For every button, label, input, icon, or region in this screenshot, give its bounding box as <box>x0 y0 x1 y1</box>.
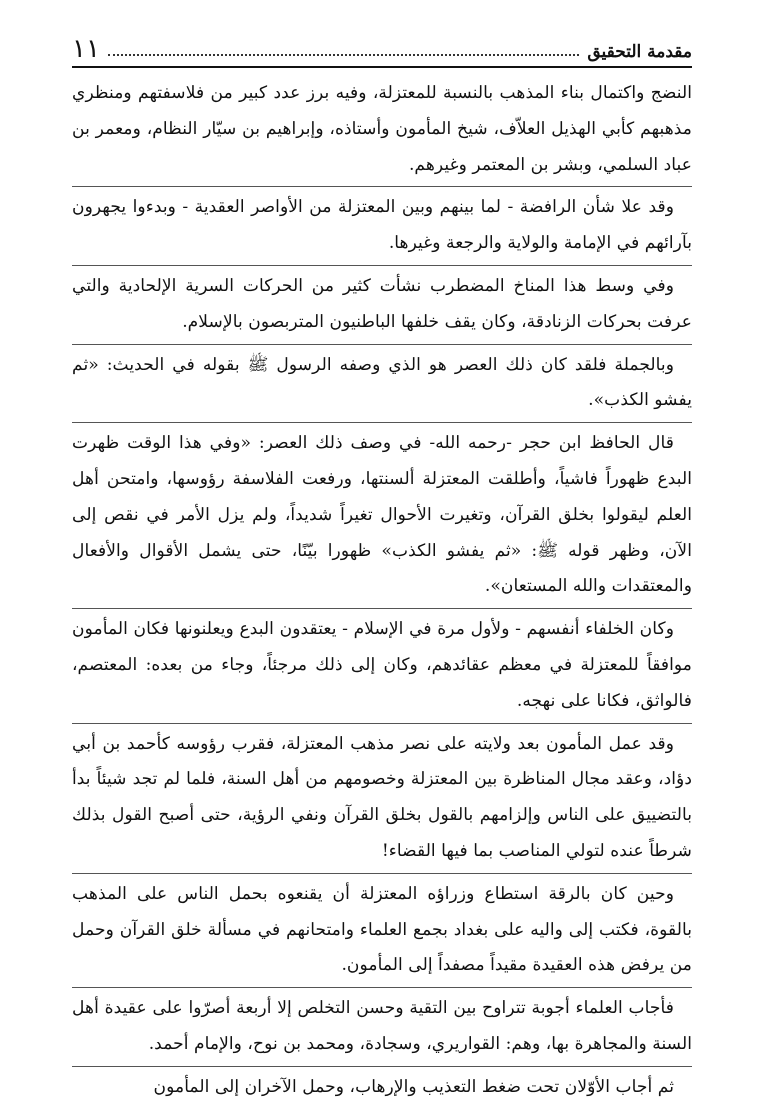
paragraph: وفي وسط هذا المناخ المضطرب نشأت كثير من الحركات السرية الإلحادية والتي عرفت بحركات الزنادقة، وكان يقف خلفها الباطنيون المتربصون بالإسلام. <box>72 265 692 344</box>
header-dot-leader <box>108 54 579 56</box>
page-number: ١١ <box>72 34 100 64</box>
paragraph: ثم أجاب الأوّلان تحت ضغط التعذيب والإرهاب، وحمل الآخران إلى المأمون <box>72 1066 692 1109</box>
paragraph: وقد علا شأن الرافضة - لما بينهم وبين المعتزلة من الأواصر العقدية - وبدءوا يجهرون بآرائهم في الإمامة والولاية والرجعة وغيرها. <box>72 186 692 265</box>
header-title: مقدمة التحقيق <box>587 42 692 62</box>
paragraph: قال الحافظ ابن حجر -رحمه الله- في وصف ذلك العصر: «وفي هذا الوقت ظهرت البدع ظهوراً فاشياً، وأطلقت المعتزلة ألسنتها، ورفعت الفلاسفة رؤوسها، وامتحن أهل العلم ليقولوا بخلق القرآن، وتغيرت الأحوال تغيراً شديداً، ولم يزل الأمر في نقص إلى الآن، وظهر قوله ﷺ: «ثم يفشو الكذب» ظهورا بيّنًا، حتى يشمل الأقوال والأفعال والمعتقدات والله المستعان». <box>72 422 692 608</box>
body-text <box>72 76 692 1109</box>
paragraph: وبالجملة فلقد كان ذلك العصر هو الذي وصفه الرسول ﷺ بقوله في الحديث: «ثم يفشو الكذب». <box>72 344 692 423</box>
paragraph: النضج واكتمال بناء المذهب بالنسبة للمعتزلة، وفيه برز عدد كبير من فلاسفتهم ومنظري مذهبهم كأبي الهذيل العلاّف، شيخ المأمون وأستاذه، وإبراهيم بن سيّار النظام، ومعمر بن عباد السلمي، وبشر بن المعتمر وغيرهم. <box>72 83 692 175</box>
paragraph: فأجاب العلماء أجوبة تتراوح بين التقية وحسن التخلص إلا أربعة أصرّوا على عقيدة أهل السنة والمجاهرة بها، وهم: القواريري، وسجادة، ومحمد بن نوح، والإمام أحمد. <box>72 987 692 1066</box>
page <box>72 24 692 1097</box>
paragraph: وحين كان بالرقة استطاع وزراؤه المعتزلة أن يقنعوه بحمل الناس على المذهب بالقوة، فكتب إلى واليه على بغداد بجمع العلماء وامتحانهم في مسألة خلق القرآن وحمل من يرفض هذه العقيدة مقيداً مصفداً إلى المأمون. <box>72 873 692 987</box>
paragraph: وقد عمل المأمون بعد ولايته على نصر مذهب المعتزلة، فقرب رؤوسه كأحمد بن أبي دؤاد، وعقد مجال المناظرة بين المعتزلة وخصومهم من أهل السنة، فلما لم تجد شيئاً بدأ بالتضييق على الناس وإلزامهم بالقول بخلق القرآن ونفي الرؤية، حتى أصبح القول بذلك شرطاً عنده لتولي المناصب بما فيها القضاء! <box>72 723 692 873</box>
paragraph: وكان الخلفاء أنفسهم - ولأول مرة في الإسلام - يعتقدون البدع ويعلنونها فكان المأمون موافقاً للمعتزلة في معظم عقائدهم، وكان إلى ذلك مرجئاً، وجاء من بعده: المعتصم، فالواثق، فكانا على نهجه. <box>72 608 692 722</box>
running-header <box>72 24 692 68</box>
